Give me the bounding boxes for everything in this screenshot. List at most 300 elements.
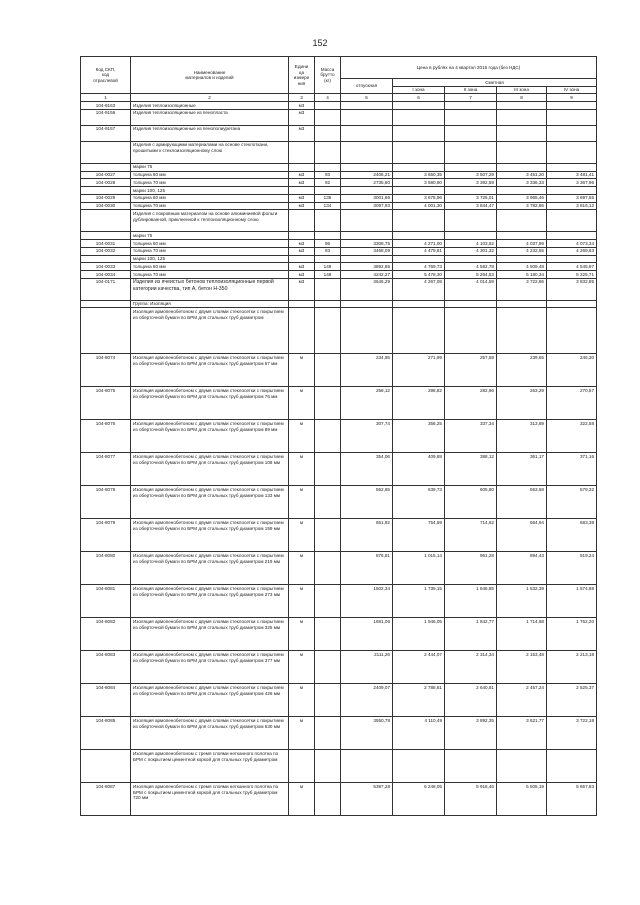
- cell-code: 104-8076: [81, 420, 131, 453]
- table-row: [81, 163, 597, 171]
- cell-code: 104-0032: [81, 247, 131, 255]
- cell-code: 104-0033: [81, 263, 131, 271]
- cell-zone-3-price: 2 153,48: [497, 651, 547, 684]
- cell-zone-1-price: 2 444,07: [393, 651, 445, 684]
- cell-zone-4-price: 5 657,83: [547, 783, 597, 816]
- cell-zone-3-price: [497, 232, 547, 240]
- cell-name: Изделия теплоизоляционные из пенопласта: [131, 109, 289, 125]
- cell-mass: [315, 278, 341, 300]
- cell-zone-4-price: 1 762,20: [547, 618, 597, 651]
- cell-zone-4-price: [547, 163, 597, 171]
- cell-unit: м: [289, 486, 315, 519]
- cell-zone-4-price: 270,57: [547, 387, 597, 420]
- cell-code: [81, 141, 131, 163]
- cell-mass: [315, 453, 341, 486]
- cell-zone-2-price: 5 264,53: [445, 271, 497, 279]
- cell-code: 104-0030: [81, 202, 131, 210]
- header-estimate-price: Сметная: [393, 79, 597, 87]
- cell-zone-3-price: [497, 141, 547, 163]
- cell-mass: 149: [315, 263, 341, 271]
- cell-unit: м3: [289, 202, 315, 210]
- cell-zone-2-price: 2 640,81: [445, 684, 497, 717]
- cell-zone-1-price: 3 650,35: [393, 171, 445, 179]
- cell-zone-3-price: 563,68: [497, 486, 547, 519]
- cell-unit: м: [289, 651, 315, 684]
- cell-mass: [315, 750, 341, 783]
- column-number: 7: [445, 94, 497, 102]
- cell-mass: 134: [315, 202, 341, 210]
- table-row: [81, 179, 597, 187]
- cell-mass: [315, 163, 341, 171]
- cell-zone-3-price: 3 965,46: [497, 194, 547, 202]
- cell-unit: [289, 163, 315, 171]
- cell-zone-1-price: [393, 125, 445, 141]
- cell-name: Изделия теплоизоляционные из пенополиуретана: [131, 125, 289, 141]
- cell-mass: [315, 651, 341, 684]
- cell-zone-4-price: 3 481,41: [547, 171, 597, 179]
- cell-unit: [289, 255, 315, 263]
- table-row: [81, 210, 597, 232]
- cell-zone-4-price: 2 213,18: [547, 651, 597, 684]
- cell-unit: м3: [289, 171, 315, 179]
- cell-zone-1-price: 4 769,73: [393, 263, 445, 271]
- cell-zone-2-price: 4 014,59: [445, 278, 497, 300]
- cell-name: Изоляция армопенобетоном с двумя слоями стеклосетки с покрытием из оберточной бумаги по БРМ для стальных труб диаметром 530 мм: [131, 717, 289, 750]
- cell-unit: [289, 210, 315, 232]
- cell-zone-4-price: 322,58: [547, 420, 597, 453]
- cell-name: Изоляция армопенобетоном с двумя слоями стеклосетки с покрытием из оберточной бумаги по БРМ для стальных труб диаметром 108 мм: [131, 453, 289, 486]
- cell-mass: 93: [315, 247, 341, 255]
- table-row: [81, 109, 597, 125]
- cell-mass: [315, 232, 341, 240]
- cell-release-price: 3646,29: [341, 278, 393, 300]
- cell-mass: [315, 420, 341, 453]
- cell-release-price: [341, 255, 393, 263]
- table-row: [81, 783, 597, 816]
- cell-zone-1-price: [393, 102, 445, 110]
- cell-unit: м: [289, 387, 315, 420]
- cell-zone-1-price: 298,82: [393, 387, 445, 420]
- cell-name: Изделия с армирующими материалами на основе стеклоткани, прошитыми к стеклоизоляционному слою: [131, 141, 289, 163]
- cell-code: 104-8081: [81, 585, 131, 618]
- header-price-title: Цена в рублях на 4 квартал 2015 года (без НДС): [341, 57, 597, 79]
- cell-code: 104-8085: [81, 717, 131, 750]
- page-number: 152: [312, 38, 328, 48]
- cell-unit: [289, 141, 315, 163]
- cell-zone-1-price: [393, 187, 445, 195]
- cell-zone-3-price: 1 532,39: [497, 585, 547, 618]
- cell-mass: [315, 255, 341, 263]
- cell-code: 104-8075: [81, 387, 131, 420]
- cell-zone-2-price: [445, 163, 497, 171]
- table-row: [81, 255, 597, 263]
- cell-name: толщина 70 мм: [131, 202, 289, 210]
- table-row: [81, 278, 597, 300]
- table-row: [81, 194, 597, 202]
- cell-zone-4-price: 3 832,85: [547, 278, 597, 300]
- cell-zone-2-price: [445, 125, 497, 141]
- header-zone-1: I зона: [393, 86, 445, 94]
- cell-zone-3-price: [497, 300, 547, 308]
- table-row: [81, 453, 597, 486]
- cell-zone-3-price: 4 232,55: [497, 247, 547, 255]
- cell-zone-4-price: 4 269,63: [547, 247, 597, 255]
- cell-mass: [315, 585, 341, 618]
- cell-zone-4-price: [547, 750, 597, 783]
- cell-zone-4-price: 5 225,71: [547, 271, 597, 279]
- cell-unit: м3: [289, 179, 315, 187]
- cell-code: 104-8087: [81, 783, 131, 816]
- cell-zone-2-price: 1 842,77: [445, 618, 497, 651]
- cell-code: 104-8074: [81, 354, 131, 387]
- cell-zone-4-price: 579,32: [547, 486, 597, 519]
- cell-zone-1-price: 5 478,30: [393, 271, 445, 279]
- cell-name: Изоляция армопенобетоном с двумя слоями стеклосетки с покрытием из оберточной бумаги по БРМ для стальных труб диаметром: [131, 308, 289, 354]
- cell-unit: [289, 308, 315, 354]
- cell-mass: 92: [315, 179, 341, 187]
- cell-unit: м3: [289, 278, 315, 300]
- cell-zone-2-price: [445, 308, 497, 354]
- cell-zone-1-price: [393, 141, 445, 163]
- table-row: [81, 187, 597, 195]
- cell-name: Изоляция армопенобетоном с двумя слоями стеклосетки с покрытием из оберточной бумаги по БРМ для стальных труб диаметром 273 мм: [131, 585, 289, 618]
- cell-unit: м: [289, 420, 315, 453]
- cell-name: толщина 60 мм: [131, 240, 289, 248]
- cell-zone-4-price: 683,38: [547, 519, 597, 552]
- cell-zone-1-price: 1 015,14: [393, 552, 445, 585]
- table-row: [81, 232, 597, 240]
- column-number: 1: [81, 94, 131, 102]
- cell-zone-2-price: [445, 232, 497, 240]
- table-row: [81, 202, 597, 210]
- cell-zone-3-price: 894,43: [497, 552, 547, 585]
- cell-zone-1-price: [393, 750, 445, 783]
- cell-code: 104-8084: [81, 684, 131, 717]
- cell-name: Изоляция армопенобетоном с тремя слоями нетканного полотна по БРМ с покрытием цементной коркой для стальных труб диаметром 720 мм: [131, 783, 289, 816]
- cell-unit: м: [289, 453, 315, 486]
- table-row: [81, 651, 597, 684]
- cell-unit: м: [289, 519, 315, 552]
- cell-zone-3-price: 361,17: [497, 453, 547, 486]
- cell-zone-3-price: 664,94: [497, 519, 547, 552]
- cell-name: Изоляция армопенобетоном с двумя слоями стеклосетки с покрытием из оберточной бумаги по БРМ для стальных труб диаметром 57 мм: [131, 354, 289, 387]
- cell-code: [81, 750, 131, 783]
- cell-release-price: [341, 102, 393, 110]
- cell-release-price: [341, 308, 393, 354]
- cell-code: 104-0171: [81, 278, 131, 300]
- cell-code: [81, 232, 131, 240]
- header-code: Код СКП, код отраслевой: [81, 57, 131, 94]
- table-row: [81, 300, 597, 308]
- cell-zone-2-price: 3 892,35: [445, 717, 497, 750]
- table-row: [81, 585, 597, 618]
- cell-name: Изоляция армопенобетоном с двумя слоями стеклосетки с покрытием из оберточной бумаги по БРМ для стальных труб диаметром 325 мм: [131, 618, 289, 651]
- cell-zone-2-price: 1 646,85: [445, 585, 497, 618]
- cell-zone-4-price: 4 073,34: [547, 240, 597, 248]
- table-row: [81, 387, 597, 420]
- cell-unit: [289, 187, 315, 195]
- cell-code: 104-8082: [81, 618, 131, 651]
- cell-name: Группа: Изоляция: [131, 300, 289, 308]
- cell-mass: [315, 684, 341, 717]
- table-row: [81, 354, 597, 387]
- cell-name: Изделия теплоизоляционные: [131, 102, 289, 110]
- cell-release-price: [341, 125, 393, 141]
- cell-release-price: 3097,93: [341, 202, 393, 210]
- cell-release-price: 3308,75: [341, 240, 393, 248]
- cell-mass: [315, 618, 341, 651]
- cell-zone-4-price: [547, 255, 597, 263]
- cell-name: Изоляция армопенобетоном с двумя слоями стеклосетки с покрытием из оберточной бумаги по БРМ для стальных труб диаметром 159 мм: [131, 519, 289, 552]
- cell-code: [81, 163, 131, 171]
- cell-zone-1-price: 4 110,49: [393, 717, 445, 750]
- cell-zone-3-price: [497, 125, 547, 141]
- column-number: 2: [131, 94, 289, 102]
- cell-zone-2-price: [445, 300, 497, 308]
- table-row: [81, 750, 597, 783]
- cell-zone-4-price: 371,16: [547, 453, 597, 486]
- cell-unit: м3: [289, 102, 315, 110]
- cell-unit: м: [289, 783, 315, 816]
- cell-zone-1-price: 4 271,00: [393, 240, 445, 248]
- cell-mass: 148: [315, 271, 341, 279]
- cell-release-price: 354,06: [341, 453, 393, 486]
- cell-zone-2-price: [445, 210, 497, 232]
- cell-code: [81, 308, 131, 354]
- cell-zone-1-price: [393, 232, 445, 240]
- cell-zone-3-price: 313,89: [497, 420, 547, 453]
- cell-unit: [289, 300, 315, 308]
- cell-release-price: [341, 141, 393, 163]
- table-row: [81, 240, 597, 248]
- cell-zone-1-price: 2 788,81: [393, 684, 445, 717]
- cell-zone-3-price: 3 451,20: [497, 171, 547, 179]
- cell-zone-1-price: [393, 308, 445, 354]
- cell-name: толщина 60 мм: [131, 171, 289, 179]
- cell-release-price: 876,81: [341, 552, 393, 585]
- cell-zone-4-price: [547, 141, 597, 163]
- cell-zone-1-price: 6 248,05: [393, 783, 445, 816]
- cell-code: 104-8077: [81, 453, 131, 486]
- cell-code: [81, 300, 131, 308]
- cell-mass: 93: [315, 171, 341, 179]
- cell-zone-1-price: 4 001,30: [393, 202, 445, 210]
- cell-code: [81, 210, 131, 232]
- cell-code: 104-8080: [81, 552, 131, 585]
- header-zone-4: IV зона: [547, 86, 597, 94]
- cell-name: Изоляция армопенобетоном с двумя слоями стеклосетки с покрытием из оберточной бумаги по БРМ для стальных труб диаметром 377 мм: [131, 651, 289, 684]
- cell-code: 104-9157: [81, 125, 131, 141]
- cell-zone-4-price: 3 722,18: [547, 717, 597, 750]
- cell-code: 104-0031: [81, 240, 131, 248]
- cell-unit: м3: [289, 271, 315, 279]
- table-row: [81, 125, 597, 141]
- header-zone-2: II зона: [445, 86, 497, 94]
- cell-zone-2-price: 282,96: [445, 387, 497, 420]
- header-mass: Масса брутто (кг): [315, 57, 341, 94]
- cell-zone-1-price: 639,73: [393, 486, 445, 519]
- cell-release-price: 4242,27: [341, 271, 393, 279]
- cell-zone-3-price: [497, 102, 547, 110]
- cell-zone-3-price: [497, 163, 547, 171]
- table-row: [81, 171, 597, 179]
- cell-unit: м3: [289, 247, 315, 255]
- cell-mass: [315, 519, 341, 552]
- cell-zone-4-price: 2 525,37: [547, 684, 597, 717]
- cell-zone-3-price: [497, 210, 547, 232]
- cell-zone-1-price: 3 590,90: [393, 179, 445, 187]
- cell-zone-1-price: 4 267,08: [393, 278, 445, 300]
- column-number: 9: [547, 94, 597, 102]
- cell-zone-4-price: 1 574,88: [547, 585, 597, 618]
- table-row: [81, 263, 597, 271]
- cell-zone-3-price: 4 037,99: [497, 240, 547, 248]
- cell-unit: м3: [289, 109, 315, 125]
- cell-code: 104-9163: [81, 102, 131, 110]
- cell-release-price: 5397,28: [341, 783, 393, 816]
- cell-name: марки 100, 125: [131, 255, 289, 263]
- table-row: [81, 486, 597, 519]
- table-row: [81, 420, 597, 453]
- cell-unit: [289, 232, 315, 240]
- cell-name: марки 100, 125: [131, 187, 289, 195]
- cell-zone-2-price: [445, 141, 497, 163]
- cell-release-price: 307,74: [341, 420, 393, 453]
- cell-zone-4-price: [547, 187, 597, 195]
- cell-unit: м3: [289, 240, 315, 248]
- table-row: [81, 618, 597, 651]
- cell-code: 104-0028: [81, 179, 131, 187]
- cell-code: [81, 255, 131, 263]
- cell-release-price: 552,65: [341, 486, 393, 519]
- cell-zone-2-price: 257,59: [445, 354, 497, 387]
- cell-zone-4-price: 3 367,96: [547, 179, 597, 187]
- cell-zone-4-price: 3 697,55: [547, 194, 597, 202]
- cell-unit: м: [289, 618, 315, 651]
- cell-name: Изоляция армопенобетоном с двумя слоями стеклосетки с покрытием из оберточной бумаги по БРМ для стальных труб диаметром 89 мм: [131, 420, 289, 453]
- cell-zone-4-price: [547, 308, 597, 354]
- cell-zone-4-price: [547, 109, 597, 125]
- cell-name: марки 75: [131, 163, 289, 171]
- cell-zone-1-price: 1 739,15: [393, 585, 445, 618]
- cell-zone-2-price: 337,34: [445, 420, 497, 453]
- cell-name: толщина 60 мм: [131, 194, 289, 202]
- price-table: [80, 56, 597, 816]
- table-row: [81, 308, 597, 354]
- column-number: 5: [341, 94, 393, 102]
- cell-code: [81, 187, 131, 195]
- cell-mass: [315, 187, 341, 195]
- cell-mass: [315, 354, 341, 387]
- cell-zone-3-price: [497, 187, 547, 195]
- cell-unit: м3: [289, 263, 315, 271]
- cell-unit: м: [289, 585, 315, 618]
- cell-zone-3-price: 239,65: [497, 354, 547, 387]
- cell-zone-3-price: 4 509,48: [497, 263, 547, 271]
- column-number: 4: [315, 94, 341, 102]
- cell-release-price: 651,92: [341, 519, 393, 552]
- cell-zone-2-price: [445, 109, 497, 125]
- cell-zone-2-price: 3 844,47: [445, 202, 497, 210]
- cell-code: 104-0027: [81, 171, 131, 179]
- cell-zone-3-price: [497, 109, 547, 125]
- cell-mass: [315, 552, 341, 585]
- cell-zone-3-price: 263,29: [497, 387, 547, 420]
- cell-mass: [315, 102, 341, 110]
- column-number: 6: [393, 94, 445, 102]
- cell-zone-2-price: 961,28: [445, 552, 497, 585]
- cell-name: Изоляция армопенобетоном с тремя слоями нетканного полотна по БРМ с покрытием цементной коркой для стальных труб диаметром: [131, 750, 289, 783]
- cell-zone-4-price: [547, 125, 597, 141]
- cell-zone-2-price: 2 314,34: [445, 651, 497, 684]
- cell-unit: м: [289, 552, 315, 585]
- cell-unit: [289, 750, 315, 783]
- cell-zone-4-price: 4 545,97: [547, 263, 597, 271]
- cell-zone-3-price: 3 782,86: [497, 202, 547, 210]
- cell-zone-2-price: [445, 102, 497, 110]
- cell-zone-1-price: 356,25: [393, 420, 445, 453]
- cell-unit: м: [289, 717, 315, 750]
- cell-name: Изоляция армопенобетоном с двумя слоями стеклосетки с покрытием из оберточной бумаги по БРМ для стальных труб диаметром 219 мм: [131, 552, 289, 585]
- cell-code: 104-8079: [81, 519, 131, 552]
- cell-mass: [315, 486, 341, 519]
- cell-mass: [315, 141, 341, 163]
- table-row: [81, 552, 597, 585]
- cell-release-price: 234,95: [341, 354, 393, 387]
- cell-zone-1-price: [393, 255, 445, 263]
- cell-zone-2-price: 3 392,59: [445, 179, 497, 187]
- table-row: [81, 519, 597, 552]
- cell-zone-1-price: [393, 163, 445, 171]
- cell-mass: [315, 300, 341, 308]
- cell-zone-4-price: [547, 102, 597, 110]
- cell-release-price: 258,12: [341, 387, 393, 420]
- cell-name: толщина 60 мм: [131, 263, 289, 271]
- cell-zone-2-price: [445, 255, 497, 263]
- cell-zone-1-price: 3 678,96: [393, 194, 445, 202]
- cell-unit: м3: [289, 125, 315, 141]
- cell-zone-2-price: 5 916,46: [445, 783, 497, 816]
- table-row: [81, 717, 597, 750]
- header-name: Наименование материалов и изделий: [131, 57, 289, 94]
- cell-release-price: 1502,34: [341, 585, 393, 618]
- cell-zone-3-price: 3 336,33: [497, 179, 547, 187]
- cell-zone-1-price: 409,88: [393, 453, 445, 486]
- cell-mass: 135: [315, 194, 341, 202]
- cell-name: Изоляция армопенобетоном с двумя слоями стеклосетки с покрытием из оберточной бумаги по БРМ для стальных труб диаметром 76 мм: [131, 387, 289, 420]
- cell-name: Изделия с покровным материалом на основе алюминиевой фольги дублированной, приклеенной к теплоизоляционному слою: [131, 210, 289, 232]
- cell-name: толщина 70 мм: [131, 179, 289, 187]
- cell-zone-2-price: 3 725,01: [445, 194, 497, 202]
- cell-release-price: [341, 210, 393, 232]
- cell-zone-4-price: 919,24: [547, 552, 597, 585]
- cell-release-price: [341, 109, 393, 125]
- cell-release-price: [341, 300, 393, 308]
- cell-mass: [315, 717, 341, 750]
- cell-release-price: [341, 232, 393, 240]
- cell-release-price: 3468,09: [341, 247, 393, 255]
- cell-zone-1-price: [393, 210, 445, 232]
- cell-zone-2-price: [445, 187, 497, 195]
- cell-zone-3-price: 2 457,24: [497, 684, 547, 717]
- cell-zone-2-price: 714,62: [445, 519, 497, 552]
- cell-name: Изделия из ячеистых бетонов теплоизоляционные первой категории качества, тип А, бетон Н-350: [131, 278, 289, 300]
- cell-unit: м: [289, 684, 315, 717]
- cell-mass: [315, 387, 341, 420]
- table-header: [81, 57, 597, 102]
- cell-release-price: 3550,78: [341, 717, 393, 750]
- column-number: 3: [289, 94, 315, 102]
